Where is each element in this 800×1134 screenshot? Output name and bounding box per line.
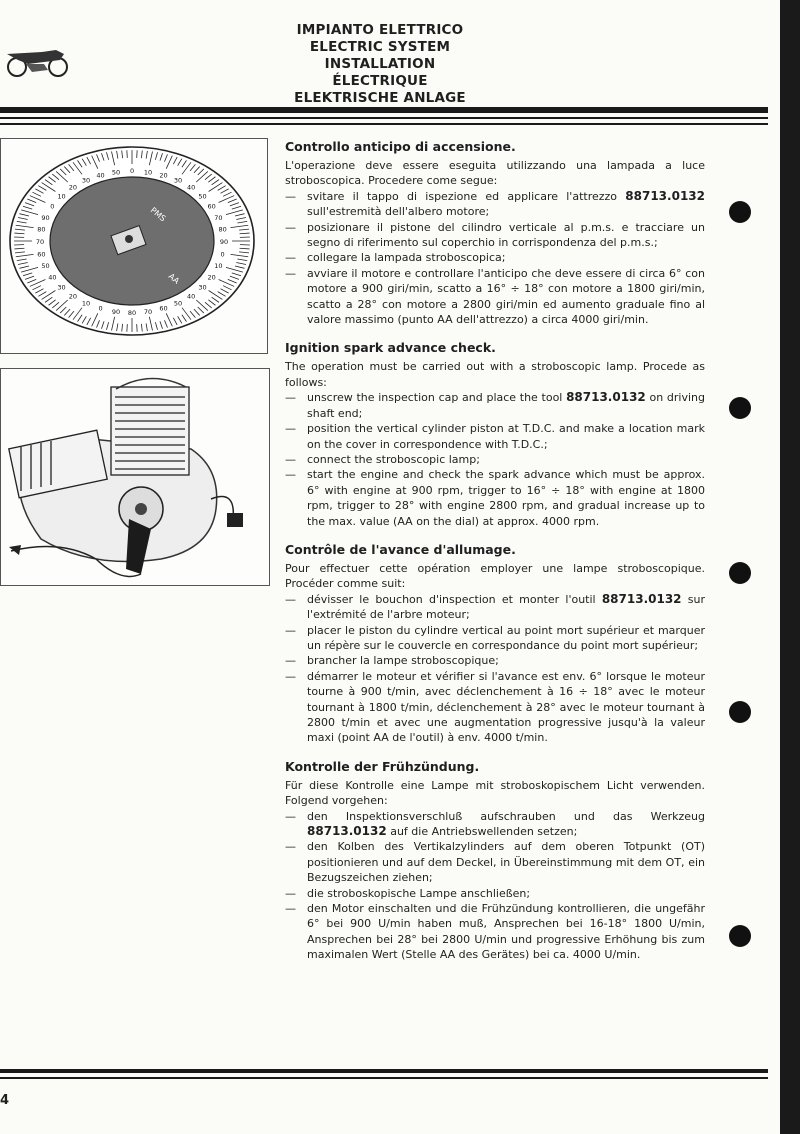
dial-tick-label: 30 xyxy=(81,176,91,185)
step-item: — den Motor einschalten und die Frühzündung kontrollieren, die ungefähr 6° bei 900 U/min haben muß, Ansprechen bei 16-18° 1800 U/min, Ansprechen bei 28° bei 2800 U/min und progressive Erhöhung bis zum maximalen Wert (Stelle AA des Gerätes) bei ca. 4000 U/min. xyxy=(285,901,705,963)
header-rule-thick xyxy=(0,107,768,113)
dial-tick-label: 80 xyxy=(218,225,227,234)
footer-rule-thin xyxy=(0,1077,768,1079)
step-list xyxy=(285,592,705,746)
dial-tick-label: 20 xyxy=(159,171,168,180)
dial-tick-label: 90 xyxy=(219,238,229,246)
dial-mark-pms: PMS xyxy=(148,205,168,224)
section-intro: L'operazione deve essere eseguita utilizzando una lampada a luce stroboscopica. Procedere come segue: xyxy=(285,159,705,188)
step-item: — démarrer le moteur et vérifier si l'avance est env. 6° lorsque le moteur tourne à 900 t/min, avec déclenchement à 16 ÷ 18° avec le moteur tournant à 1800 t/min, déclenchement à 28° avec le moteur tournant à 2800 t/min et avec une augmentation progressive jusqu'à la valeur maxi (point AA de l'outil) à env. 4000 t/min. xyxy=(285,669,705,746)
step-list xyxy=(285,189,705,328)
section-0 xyxy=(285,138,705,327)
dial-tick-label: 70 xyxy=(214,213,223,222)
dial-tick-label: 40 xyxy=(186,183,196,192)
section-title: Ignition spark advance check. xyxy=(285,340,496,356)
step-list xyxy=(285,390,705,529)
binder-hole xyxy=(729,701,751,723)
step-item: — den Kolben des Vertikalzylinders auf dem oberen Totpunkt (OT) positionieren und auf dem Deckel, in Übereinstimmung mit dem OT, ein Bezugszeichen ziehen; xyxy=(285,839,705,885)
dial-tick-label: 10 xyxy=(57,192,66,201)
dial-tick-label: 90 xyxy=(41,213,50,222)
header-title-it: IMPIANTO ELETTRICO xyxy=(296,22,464,38)
tool-code: 88713.0132 xyxy=(566,390,646,405)
dial-tick-label: 70 xyxy=(143,307,153,316)
dial-tick-label: 50 xyxy=(173,299,183,308)
binder-hole xyxy=(729,925,751,947)
step-item: — dévisser le bouchon d'inspection et monter l'outil 88713.0132 sur l'extrémité de l'arbre moteur; xyxy=(285,592,705,623)
tool-code: 88713.0132 xyxy=(307,824,387,839)
timing-dial-figure xyxy=(0,138,268,354)
dial-mark-aa: AA xyxy=(166,271,182,286)
step-item: — brancher la lampe stroboscopique; xyxy=(285,653,705,668)
dial-tick-label: 10 xyxy=(143,168,153,177)
section-intro: Pour effectuer cette opération employer une lampe stroboscopique. Procéder comme suit: xyxy=(285,561,705,591)
step-item: — posizionare il pistone del cilindro verticale al p.m.s. e tracciare un segno di riferimento sul coperchio in corrispondenza del p.m.s.; xyxy=(285,220,705,251)
step-item: — den Inspektionsverschluß aufschrauben und das Werkzeug 88713.0132 auf die Antriebswellenden setzen; xyxy=(285,809,705,840)
dial-tick-label: 10 xyxy=(81,299,91,308)
step-item: — unscrew the inspection cap and place the tool 88713.0132 on driving shaft end; xyxy=(285,390,705,421)
dial-tick-label: 20 xyxy=(68,183,78,192)
section-intro: The operation must be carried out with a stroboscopic lamp. Procede as follows: xyxy=(285,360,705,389)
footer-rule-thick xyxy=(0,1069,768,1073)
binder-hole xyxy=(729,397,751,419)
dial-tick-label: 0 xyxy=(50,202,55,211)
binder-hole xyxy=(729,201,751,223)
dial-tick-label: 30 xyxy=(173,176,183,185)
dial-tick-label: 0 xyxy=(220,250,225,259)
header-title-de: ELEKTRISCHE ANLAGE xyxy=(294,90,466,106)
dial-tick-label: 40 xyxy=(48,273,57,282)
dial-tick-label: 60 xyxy=(159,304,168,313)
binder-hole xyxy=(729,562,751,584)
section-title: Kontrolle der Frühzündung. xyxy=(285,758,480,774)
page-number: 4 xyxy=(0,1093,10,1108)
dial-tick-label: 90 xyxy=(111,307,121,316)
tool-code: 88713.0132 xyxy=(625,188,705,203)
step-item: — svitare il tappo di ispezione ed applicare l'attrezzo 88713.0132 sull'estremità dell'albero motore; xyxy=(285,189,705,220)
engine-illustration xyxy=(1,369,269,585)
dial-tick-label: 30 xyxy=(57,283,66,292)
section-title: Contrôle de l'avance d'allumage. xyxy=(285,541,516,557)
step-item: — avviare il motore e controllare l'anticipo che deve essere di circa 6° con motore a 900 giri/min, scatto a 16° ÷ 18° con motore a 1800 giri/min, scatto a 28° con motore a 2800 giri/min ed aumento graduale fino al valore massimo (punto AA dell'attrezzo) a circa 4000 giri/min. xyxy=(285,266,705,328)
dial-tick-label: 60 xyxy=(37,250,46,259)
dial-tick-label: 20 xyxy=(68,292,78,301)
header-rule-thin-2 xyxy=(0,123,768,125)
step-item: — position the vertical cylinder piston at T.D.C. and make a location mark on the cover in correspondence with T.D.C.; xyxy=(285,421,705,452)
section-title: Controllo anticipo di accensione. xyxy=(285,139,516,154)
section-1 xyxy=(285,339,705,528)
timing-dial-illustration xyxy=(1,139,267,353)
section-2 xyxy=(285,541,705,746)
step-item: — collegare la lampada stroboscopica; xyxy=(285,250,705,265)
dial-tick-label: 50 xyxy=(111,168,121,177)
step-item: — die stroboskopische Lampe anschließen; xyxy=(285,886,705,901)
section-intro: Für diese Kontrolle eine Lampe mit stroboskopischem Licht verwenden. Folgend vorgehen: xyxy=(285,778,705,808)
section-3 xyxy=(285,758,705,963)
dial-tick-label: 80 xyxy=(37,225,46,234)
cylinder-fins xyxy=(111,387,189,475)
dial-tick-label: 10 xyxy=(214,262,223,271)
step-item: — start the engine and check the spark advance which must be approx. 6° with engine at 900 rpm, trigger to 16° ÷ 18° with engine at 1800 rpm, trigger to 28° with engine 2800 rpm, and gradual increase up to the max. value (AA on the dial) at approx. 4000 rpm. xyxy=(285,467,705,529)
step-list xyxy=(285,809,705,963)
engine-figure xyxy=(0,368,270,586)
instruction-text-column xyxy=(285,138,705,975)
dial-tick-label: 50 xyxy=(198,192,207,201)
dial-tick-label: 80 xyxy=(127,308,137,317)
dial-tick-label: 20 xyxy=(207,273,216,282)
dial-tick-label: 50 xyxy=(41,262,50,271)
dial-tick-label: 40 xyxy=(186,292,196,301)
dial-tick-label: 0 xyxy=(98,304,103,313)
dial-tick-label: 0 xyxy=(129,167,135,176)
page-edge-shadow xyxy=(780,0,800,1134)
tool-code: 88713.0132 xyxy=(601,591,682,606)
dial-tick-label: 70 xyxy=(35,238,45,246)
dial-tick-label: 30 xyxy=(198,283,207,292)
dial-tick-label: 60 xyxy=(207,202,216,211)
step-item: — placer le piston du cylindre vertical au point mort supérieur et marquer un répère sur le couvercle en correspondance du point mort supérieur; xyxy=(285,623,705,654)
motorcycle-logo-icon xyxy=(4,42,70,78)
dial-tick-label: 40 xyxy=(96,171,105,180)
header-rule-thin xyxy=(0,117,768,119)
header-title-fr: INSTALLATION ÉLECTRIQUE xyxy=(324,56,436,89)
step-item: — connect the stroboscopic lamp; xyxy=(285,452,705,467)
header-title-en: ELECTRIC SYSTEM xyxy=(309,39,451,55)
page-header xyxy=(280,22,480,107)
